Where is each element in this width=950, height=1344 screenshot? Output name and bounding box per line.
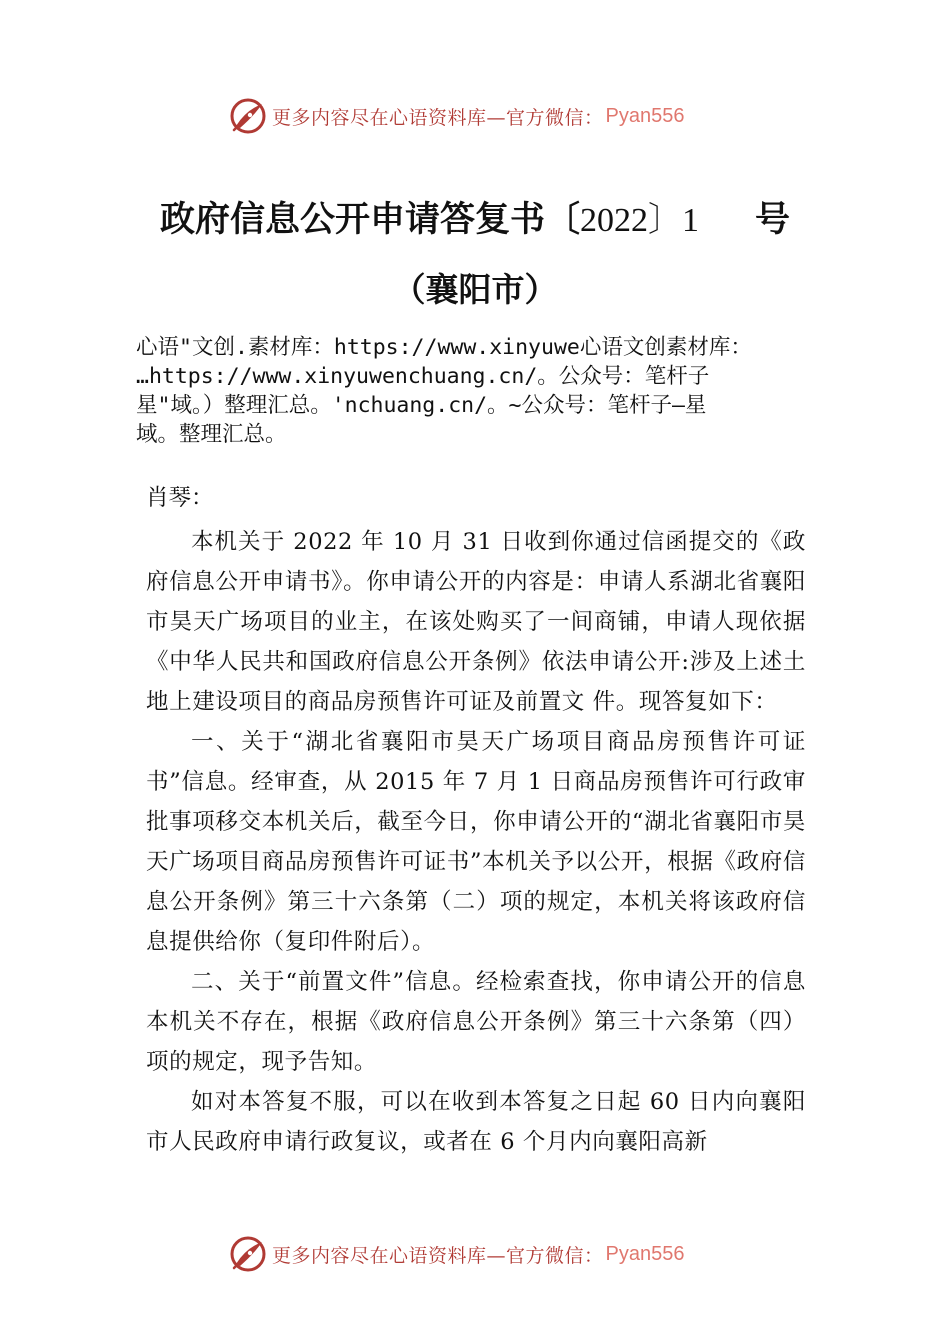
banner-text: 更多内容尽在心语资料库—官方微信： [272,1244,604,1267]
watermark-line: 星"域。）整理汇总。'nchuang.cn/。~公众号：笔杆子—星 [136,393,707,418]
title-main: 政府信息公开申请答复书〔 [159,200,580,240]
title-year: 2022〕1 [580,202,699,239]
title-suffix: 号 [755,200,791,240]
footer-banner [228,1232,684,1276]
greeting: 肖琴： [146,485,214,511]
banner-text: 更多内容尽在心语资料库—官方微信： [272,106,604,129]
paragraph: 如对本答复不服，可以在收到本答复之日起 60 日内向襄阳市人民政府申请行政复议，或者在 6 个月内向襄阳高新 [146,1089,806,1155]
watermark-line: 域。整理汇总。 [136,422,287,447]
banner-handle: Pyan556 [605,104,685,127]
watermark-line: …https://www.xinyuwenchuang.cn/。公众号：笔杆子 [136,364,710,389]
banner-handle: Pyan556 [605,1242,685,1265]
document-subtitle: （襄阳市） [392,270,558,309]
pen-logo-icon [228,96,268,136]
pen-logo-icon [228,1234,268,1274]
document-title [0,192,950,242]
watermark-text-block [136,333,816,449]
paragraph: 一、关于“湖北省襄阳市昊天广场项目商品房预售许可证书”信息。经审查，从 2015 年 7 月 1 日商品房预售许可行政审批事项移交本机关后，截至今日，你申请公开的“湖北省襄阳市昊天广场项目商品房预售许可证书”本机关予以公开，根据《政府信息公开条例》第三十六条第（二）项的规定，本机关将该政府信息提供给你（复印件附后）。 [146,729,806,955]
document-body [146,478,806,1162]
watermark-line: 心语"文创.素材库：https://www.xinyuwe心语文创素材库： [136,335,752,360]
paragraph: 本机关于 2022 年 10 月 31 日收到你通过信函提交的《政府信息公开申请书》。你申请公开的内容是：申请人系湖北省襄阳市昊天广场项目的业主，在该处购买了一间商铺，申请人现依据《中华人民共和国政府信息公开条例》依法申请公开:涉及上述土地上建设项目的商品房预售许可证及前置文 件。现答复如下： [146,529,806,715]
paragraph: 二、关于“前置文件”信息。经检索查找，你申请公开的信息本机关不存在，根据《政府信息公开条例》第三十六条第（四）项的规定，现予告知。 [146,969,806,1075]
header-banner [228,94,684,138]
